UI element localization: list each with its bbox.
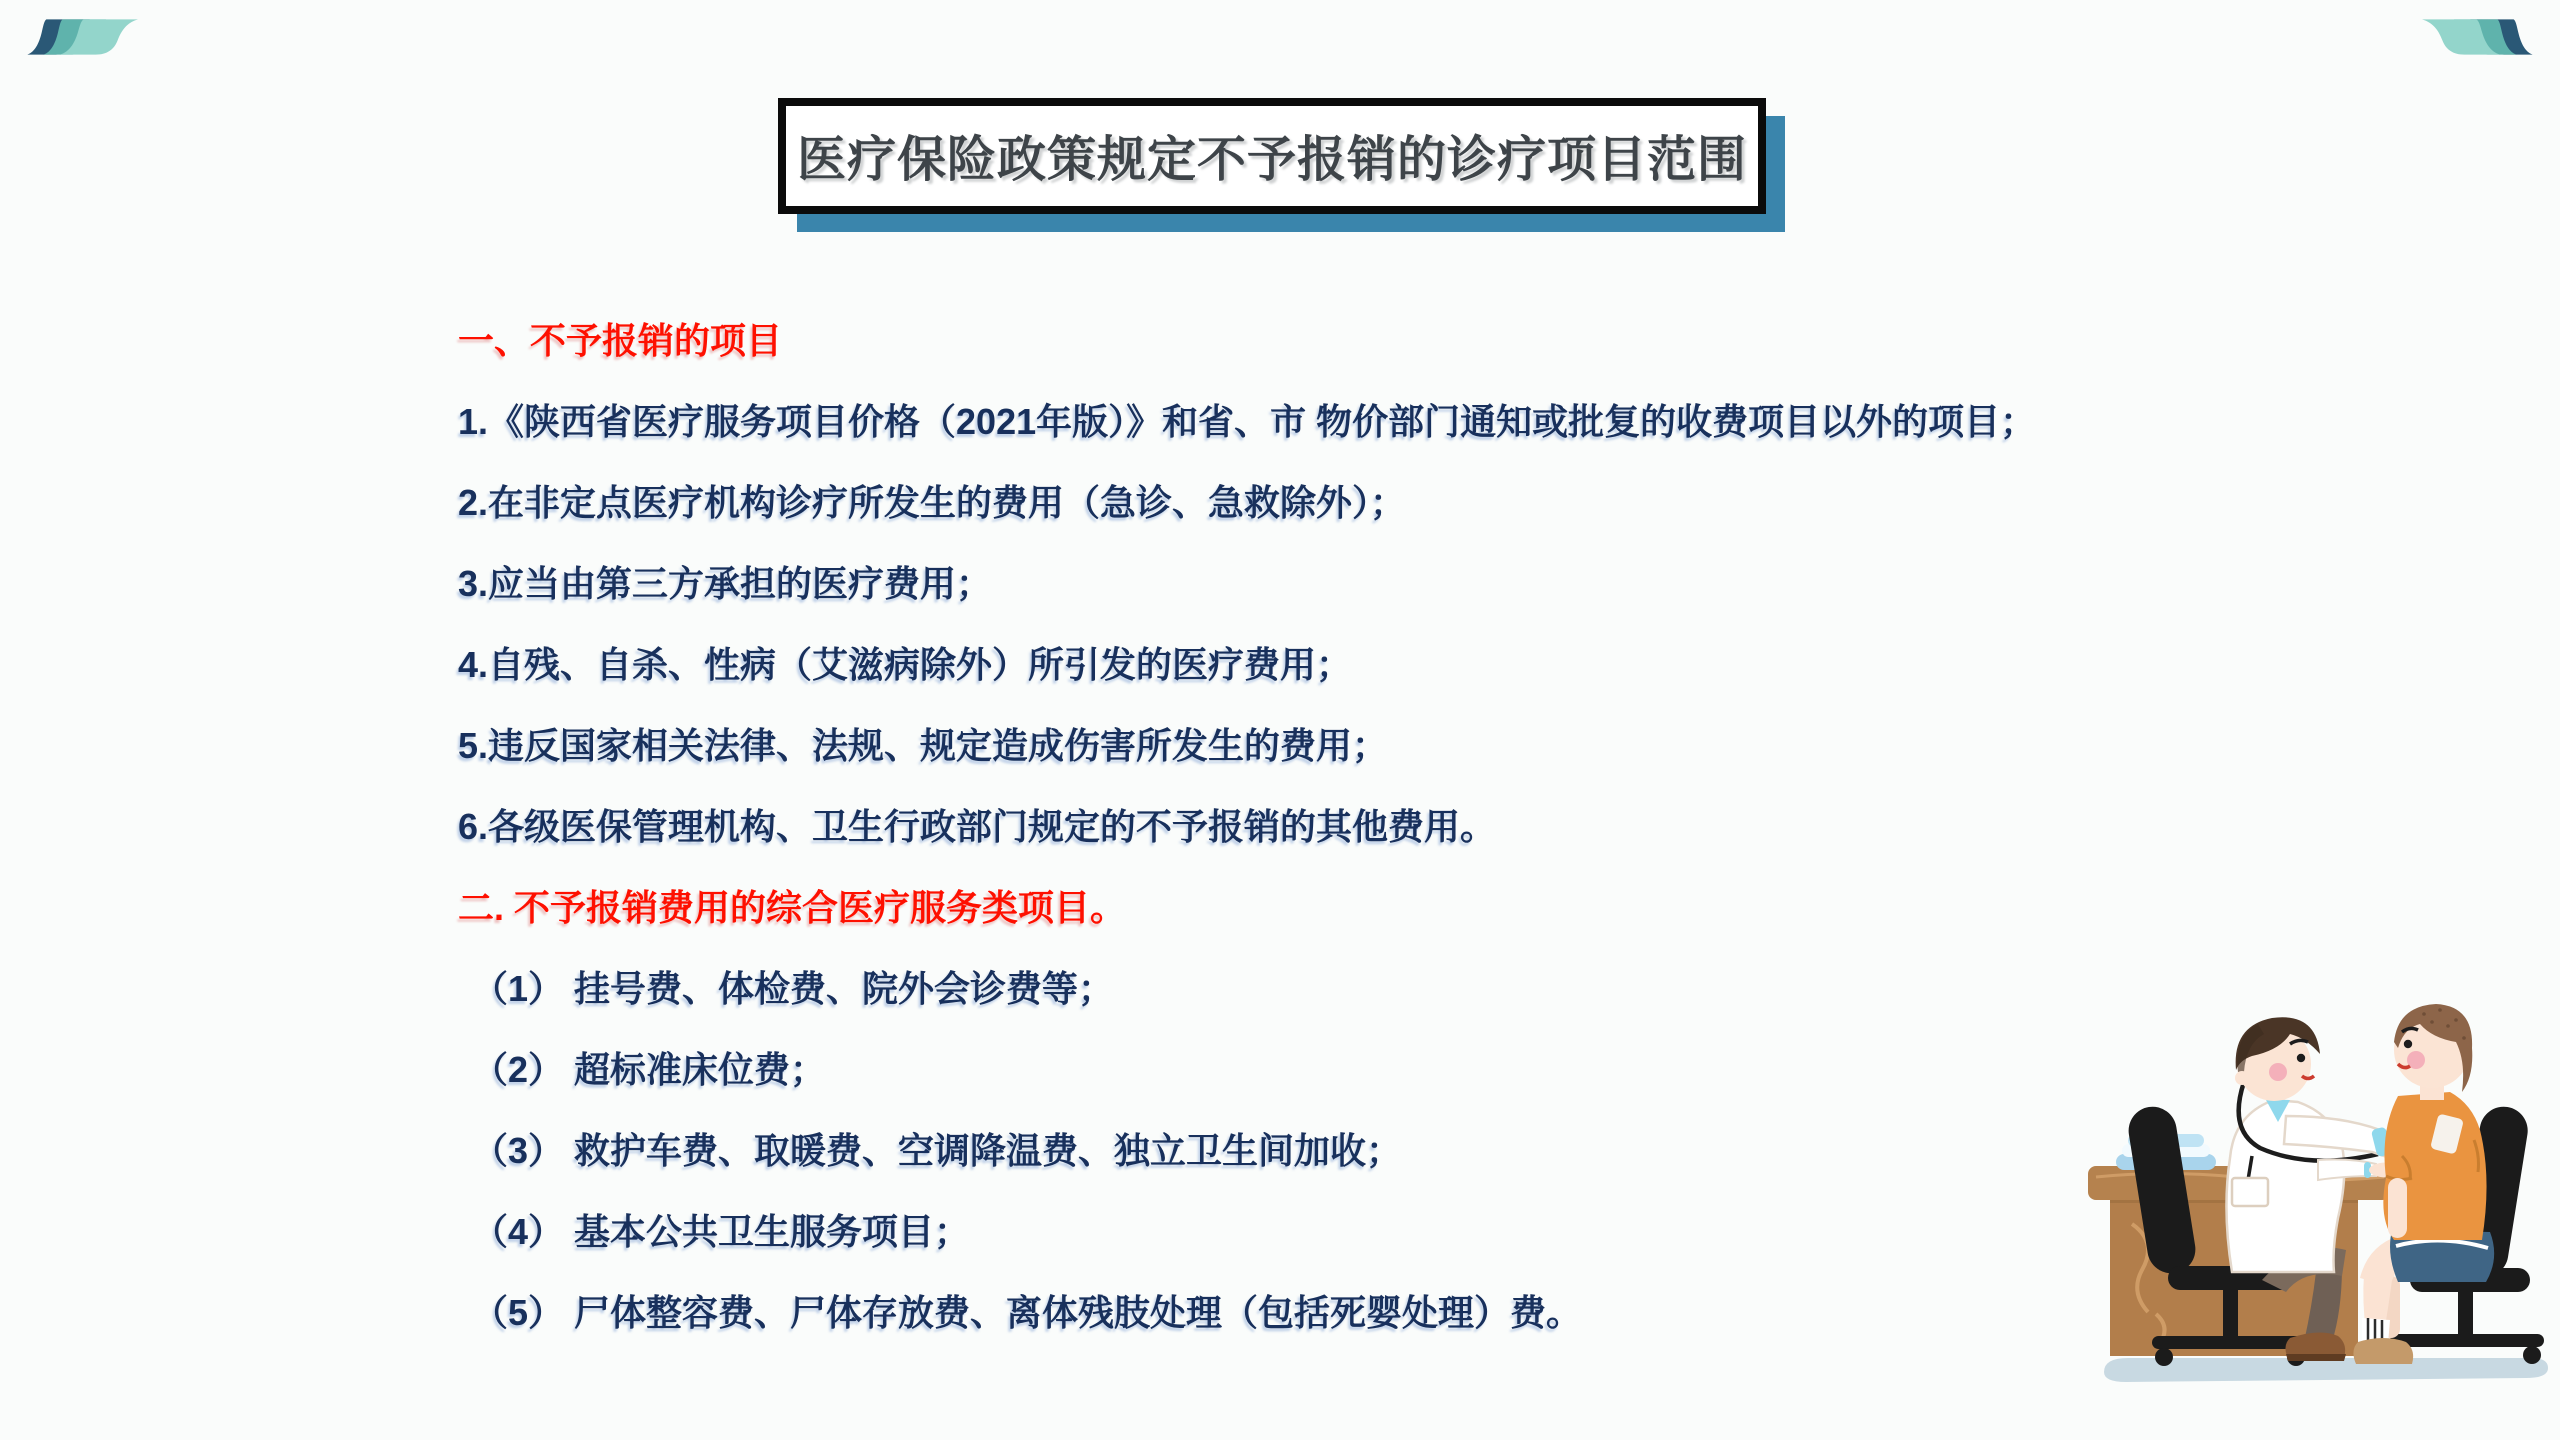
section-heading-1: 一、不予报销的项目 xyxy=(458,320,783,361)
sublist-item-2: （2） 超标准床位费； xyxy=(472,1049,827,1090)
doctor-patient-illustration xyxy=(2080,980,2560,1440)
sublist-item-1: （1） 挂号费、体检费、院外会诊费等； xyxy=(472,968,1115,1009)
list-item-6: 6.各级医保管理机构、卫生行政部门规定的不予报销的其他费用。 xyxy=(458,806,1497,847)
list-item-2: 2.在非定点医疗机构诊疗所发生的费用（急诊、急救除外）； xyxy=(458,482,1407,523)
page-title: 医疗保险政策规定不予报销的诊疗项目范围 xyxy=(796,133,1747,187)
corner-swoosh-right-icon xyxy=(2420,18,2534,56)
section-heading-2: 二. 不予报销费用的综合医疗服务类项目。 xyxy=(458,887,1127,928)
list-item-3: 3.应当由第三方承担的医疗费用； xyxy=(458,563,993,604)
list-item-4: 4.自残、自杀、性病（艾滋病除外）所引发的医疗费用； xyxy=(458,644,1353,685)
sublist-item-4: （4） 基本公共卫生服务项目； xyxy=(472,1211,971,1252)
list-item-5: 5.违反国家相关法律、法规、规定造成伤害所发生的费用； xyxy=(458,725,1389,766)
title-box xyxy=(778,98,1766,214)
sublist-item-3: （3） 救护车费、取暖费、空调降温费、独立卫生间加收； xyxy=(472,1130,1403,1171)
list-item-1: 1.《陕西省医疗服务项目价格（2021年版）》和省、市 物价部门通知或批复的收费项目以外的项目； xyxy=(458,401,2037,442)
corner-swoosh-left-icon xyxy=(26,18,140,56)
content-block xyxy=(458,300,2158,1353)
sublist-item-5: （5） 尸体整容费、尸体存放费、离体残肢处理（包括死婴处理）费。 xyxy=(472,1292,1583,1333)
